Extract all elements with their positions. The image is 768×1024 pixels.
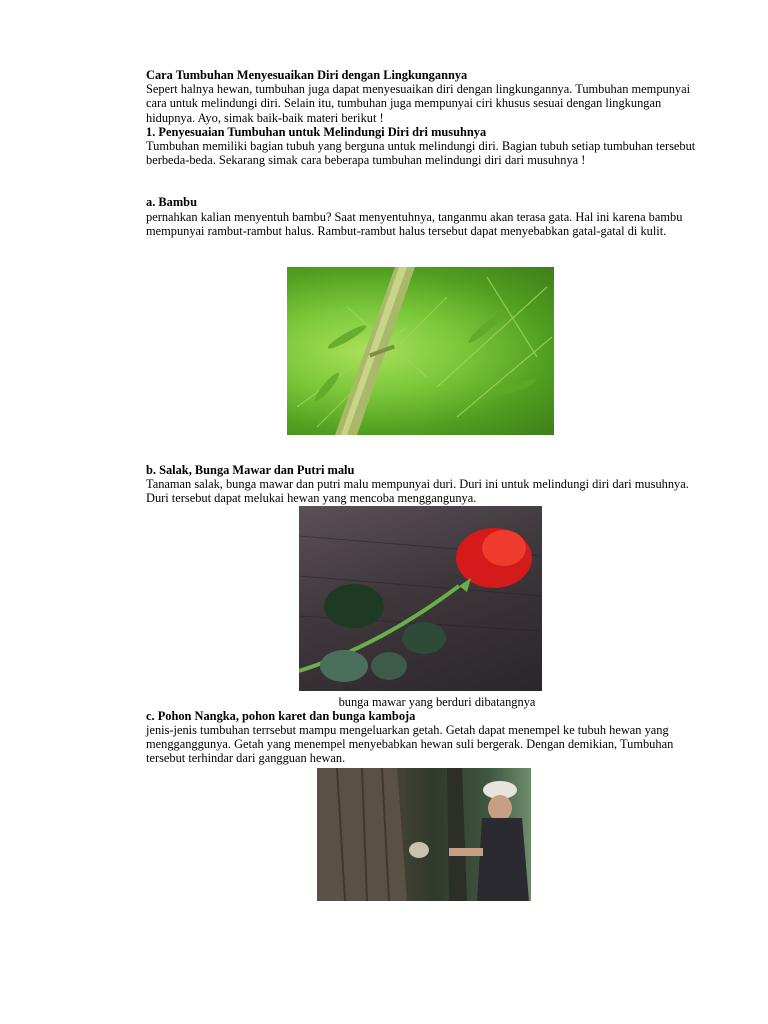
document-title: Cara Tumbuhan Menyesuaikan Diri dengan Lingkungannya (146, 68, 468, 82)
rose-photo (299, 506, 542, 691)
intro-paragraph: Sepert halnya hewan, tumbuhan juga dapat menyesuaikan diri dengan lingkungannya. Tumbuhan mempunyai cara untuk melindungi diri. Selain itu, tumbuhan juga mempunyai ciri khusus sesuai dengan lingkungan hidupnya. Ayo, simak baik-baik materi berikut ! (146, 82, 691, 125)
item-b-paragraph: Tanaman salak, bunga mawar dan putri malu mempunyai duri. Duri ini untuk melindungi diri dari musuhnya. Duri tersebut dapat melukai hewan yang mencoba menggangunya. (146, 477, 689, 506)
item-c-paragraph: jenis-jenis tumbuhan terrsebut mampu mengeluarkan getah. Getah dapat menempel ke tubuh hewan yang mengganggunya. Getah yang menempel menyebabkan hewan suli bergerak. Dengan demikian, Tumbuhan tersebut terhindar dari gangguan hewan. (146, 723, 674, 766)
item-a-paragraph: pernahkan kalian menyentuh bambu? Saat menyentuhnya, tanganmu akan terasa gata. Hal ini karena bambu mempunyai rambut-rambut halus. Rambut-rambut halus tersebut dapat menyebabkan gatal-gatal di kulit. (146, 209, 683, 238)
item-b-heading: b. Salak, Bunga Mawar dan Putri malu (146, 463, 355, 478)
section-1-paragraph: Tumbuhan memiliki bagian tubuh yang berguna untuk melindungi diri. Bagian tubuh setiap tumbuhan tersebut berbeda-beda. Sekarang simak cara beberapa tumbuhan melindungi diri dari musuhnya ! (146, 139, 696, 168)
spacer (146, 435, 698, 463)
rubber-tree-photo (317, 768, 531, 901)
bamboo-photo (287, 267, 554, 435)
item-a-heading: a. Bambu (146, 195, 197, 210)
spacer (146, 167, 698, 195)
rose-photo-caption: bunga mawar yang berduri dibatangnya (338, 694, 536, 709)
section-1-heading: 1. Penyesuaian Tumbuhan untuk Melindungi Diri dri musuhnya (146, 124, 487, 139)
document-page (146, 68, 698, 901)
item-c-heading: c. Pohon Nangka, pohon karet dan bunga kamboja (146, 708, 416, 723)
